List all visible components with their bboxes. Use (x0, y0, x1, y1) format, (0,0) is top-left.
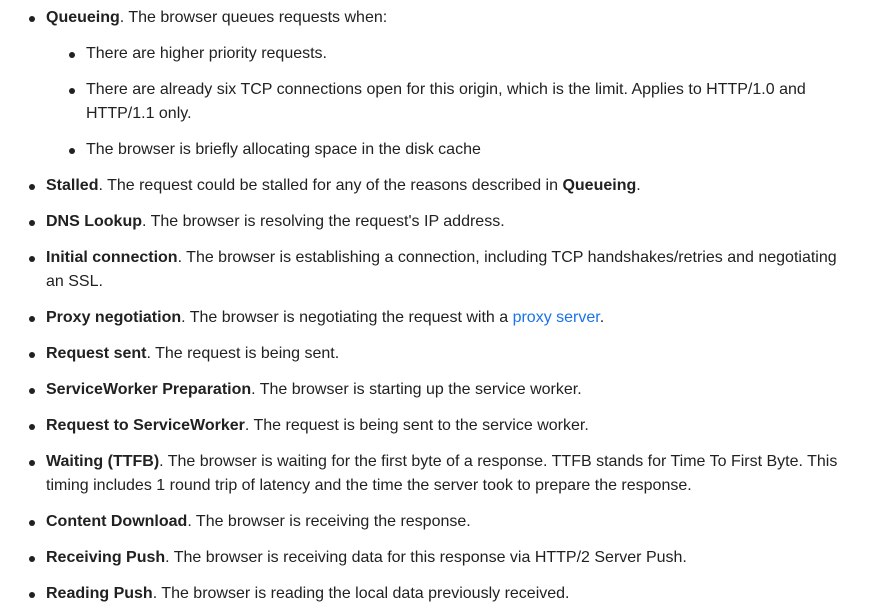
list-item-queueing (0, 6, 880, 162)
term-dns-lookup: DNS Lookup (46, 213, 142, 230)
term-content-download: Content Download (46, 513, 188, 530)
description-tail: . (636, 177, 641, 194)
queueing-reasons-list (46, 42, 858, 162)
term-request-sent: Request sent (46, 345, 147, 362)
description-request-to-serviceworker: . The request is being sent to the service worker. (244, 417, 589, 434)
description-serviceworker-preparation: . The browser is starting up the service worker. (251, 381, 582, 398)
description-receiving-push: . The browser is receiving data for this response via HTTP/2 Server Push. (165, 549, 687, 566)
reference-term-queueing: Queueing (562, 177, 637, 194)
list-item-serviceworker-preparation (0, 378, 880, 402)
description-reading-push: . The browser is reading the local data previously received. (152, 585, 570, 602)
description-queueing: . The browser queues requests when: (119, 9, 388, 26)
list-item-stalled (0, 174, 880, 198)
sub-list-item (46, 42, 858, 66)
queueing-reason-text: There are already six TCP connections open for this origin, which is the limit. Applies to HTTP/1.0 and HTTP/1.1 only. (86, 81, 806, 122)
list-item-waiting-ttfb (0, 450, 880, 498)
queueing-reason-text: There are higher priority requests. (86, 45, 327, 62)
list-item-request-to-serviceworker (0, 414, 880, 438)
term-reading-push: Reading Push (46, 585, 153, 602)
description-initial-connection: . The browser is establishing a connection, including TCP handshakes/retries and negotiating an SSL. (46, 249, 837, 290)
timing-phase-list (0, 6, 880, 606)
list-item-proxy-negotiation (0, 306, 880, 330)
term-waiting-ttfb: Waiting (TTFB) (46, 453, 160, 470)
queueing-reason-text: The browser is briefly allocating space in the disk cache (86, 141, 481, 158)
term-request-to-serviceworker: Request to ServiceWorker (46, 417, 245, 434)
term-serviceworker-preparation: ServiceWorker Preparation (46, 381, 252, 398)
description-content-download: . The browser is receiving the response. (187, 513, 471, 530)
list-item-receiving-push (0, 546, 880, 570)
term-stalled: Stalled (46, 177, 99, 194)
term-initial-connection: Initial connection (46, 249, 178, 266)
description-dns-lookup: . The browser is resolving the request's IP address. (142, 213, 505, 230)
term-queueing: Queueing (46, 9, 120, 26)
list-item-reading-push (0, 582, 880, 606)
description-stalled: . The request could be stalled for any of the reasons described in (98, 177, 563, 194)
term-receiving-push: Receiving Push (46, 549, 166, 566)
description-request-sent: . The request is being sent. (146, 345, 340, 362)
list-item-request-sent (0, 342, 880, 366)
sub-list-item (46, 138, 858, 162)
term-proxy-negotiation: Proxy negotiation (46, 309, 182, 326)
list-item-content-download (0, 510, 880, 534)
description-waiting-ttfb: . The browser is waiting for the first byte of a response. TTFB stands for Time To First Byte. This timing includes 1 round trip of latency and the time the server took to prepare the response. (46, 453, 838, 494)
proxy-server-link[interactable]: proxy server (512, 309, 600, 326)
list-item-dns-lookup (0, 210, 880, 234)
description-tail: . (599, 309, 605, 326)
list-item-initial-connection (0, 246, 880, 294)
description-proxy-negotiation: . The browser is negotiating the request with a (181, 309, 513, 326)
sub-list-item (46, 78, 858, 126)
